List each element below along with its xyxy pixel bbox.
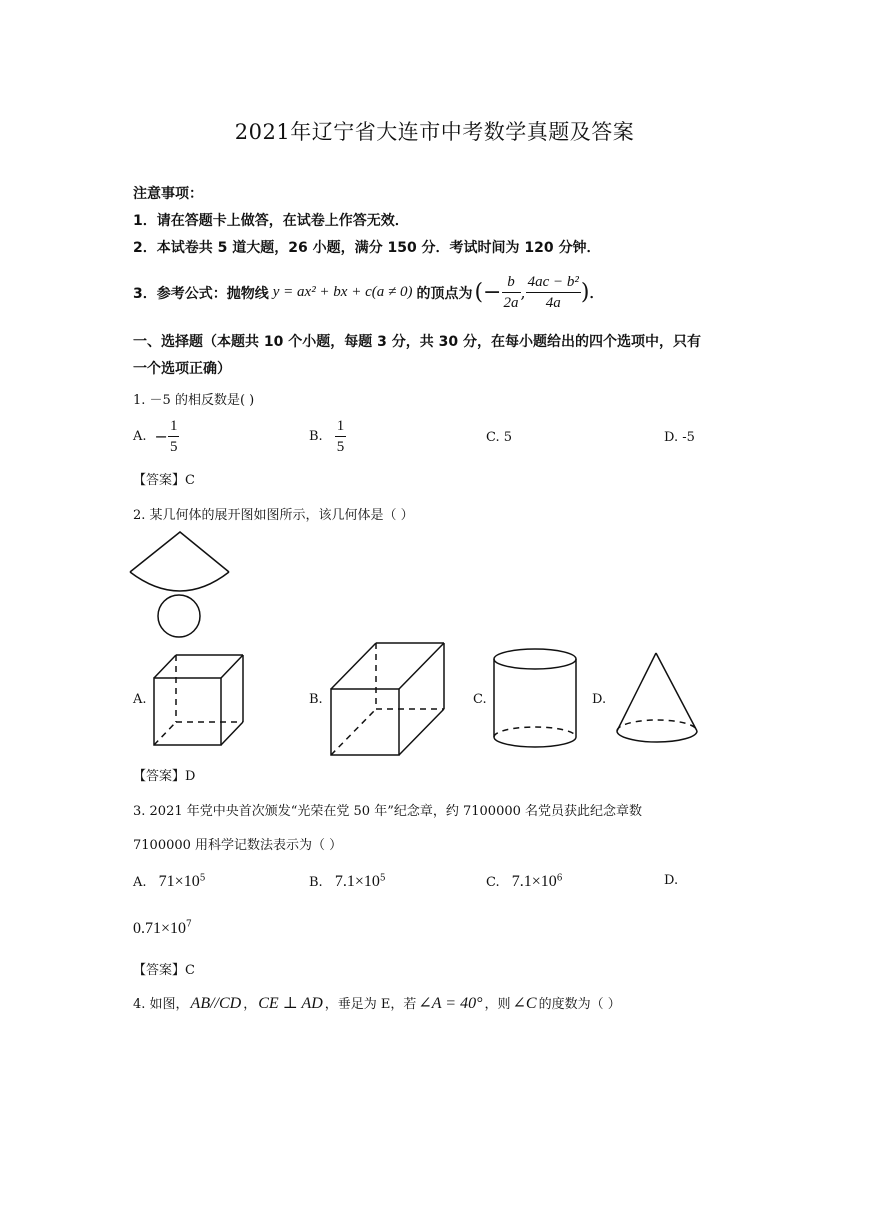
notice-heading: 注意事项：: [133, 186, 203, 202]
cone-net-figure: [130, 532, 229, 637]
q3-b-label: B.: [309, 875, 323, 890]
section-1-heading-line2: 一个选项正确）: [133, 361, 231, 377]
prism-edge-tl: [331, 643, 376, 689]
q3-option-d-value: [133, 918, 192, 938]
q3-answer: 【答案】C: [133, 963, 195, 978]
notice-item-3-suffix: ．: [589, 285, 604, 302]
vertex-y-numerator: 4ac − b²: [526, 272, 581, 293]
q2-option-c: C.: [473, 692, 487, 707]
q3-option-b: [309, 873, 386, 891]
close-paren: ): [580, 280, 590, 305]
q3-b-exponent: 5: [379, 873, 386, 884]
q3-stem-line1: 3. 2021 年党中央首次颁发“光荣在党 50 年”纪念章，约 7100000 名党员获此纪念章数: [133, 804, 643, 819]
q1-a-denominator: 5: [169, 439, 178, 455]
cube-hidden-diagonal: [154, 722, 176, 745]
q3-a-value: 71×10: [158, 873, 200, 890]
q3-c-exponent: 6: [556, 873, 563, 884]
cone-right-slant: [656, 653, 697, 731]
comma: ,: [520, 283, 526, 302]
option-c-cylinder: [494, 649, 576, 747]
sector-sides: [130, 532, 229, 572]
q1-stem: 1. －5 的相反数是( ): [133, 393, 255, 408]
open-paren: (−: [474, 280, 502, 305]
q4-stem: [133, 993, 621, 1013]
parabola-formula: y = ax² + bx + c(a ≠ 0): [272, 284, 413, 300]
q1-a-label: A.: [133, 429, 147, 444]
q1-b-denominator: 5: [336, 439, 345, 455]
q3-b-value: 7.1×10: [334, 873, 380, 890]
q3-a-exponent: 5: [199, 873, 206, 884]
cylinder-bottom-back: [494, 727, 576, 737]
page-title: 2021年辽宁省大连市中考数学真题及答案: [234, 120, 635, 144]
cylinder-bottom-front: [494, 737, 576, 747]
q4-math-angle-c: ∠C: [512, 995, 537, 1012]
q1-a-sign: −: [154, 427, 168, 446]
q1-a-numerator: 1: [168, 416, 180, 437]
cone-base-front: [617, 731, 697, 742]
sector-arc: [130, 572, 229, 591]
option-d-cone: [617, 653, 697, 742]
q3-c-label: C.: [486, 875, 500, 890]
q1-b-numerator: 1: [335, 416, 347, 437]
q1-answer: 【答案】C: [133, 473, 195, 488]
cube-edge-tr: [221, 655, 243, 678]
q3-stem-line2: 7100000 用科学记数法表示为（ ）: [133, 838, 343, 853]
q2-stem: 2. 某几何体的展开图如图所示，该几何体是（ ）: [133, 508, 414, 523]
cone-left-slant: [617, 653, 656, 731]
q2-option-d: D.: [592, 692, 607, 707]
q3-d-value: 0.71×10: [133, 920, 187, 937]
q1-b-label: B.: [309, 429, 323, 444]
q2-answer: 【答案】D: [133, 769, 196, 784]
q3-c-value: 7.1×10: [511, 873, 557, 890]
section-1-heading-line1: 一、选择题（本题共 10 个小题，每题 3 分，共 30 分，在每小题给出的四个选项中，只有: [133, 334, 701, 350]
notice-item-3-prefix: 3．参考公式：抛物线: [133, 285, 269, 302]
vertex-x-numerator: b: [502, 272, 521, 293]
cone-base-back: [617, 720, 697, 731]
q4-text-2: ，: [243, 997, 257, 1012]
option-b-prism: [331, 643, 444, 755]
q3-a-label: A.: [133, 875, 147, 890]
prism-edge-tr: [399, 643, 444, 689]
q3-option-a: [133, 873, 205, 891]
option-a-cube: [154, 655, 243, 745]
q4-text-3: ，垂足为 E，若: [324, 997, 417, 1012]
prism-edge-br: [399, 709, 444, 755]
q4-text-4: ，则: [484, 997, 511, 1012]
q3-d-exponent: 7: [186, 919, 192, 930]
q3-option-d-label: D.: [664, 873, 679, 888]
notice-item-3-mid: 的顶点为: [416, 285, 473, 302]
cube-edge-br: [221, 722, 243, 745]
cube-edge-tl: [154, 655, 176, 678]
q2-option-b: B.: [309, 692, 323, 707]
base-circle: [158, 595, 200, 637]
q1-option-d: D. -5: [664, 430, 695, 445]
cylinder-top: [494, 649, 576, 669]
q4-math-perpendicular: CE ⊥ AD: [258, 995, 323, 1012]
q4-text-5: 的度数为（ ）: [538, 997, 621, 1012]
notice-item-2: 2．本试卷共 5 道大题，26 小题，满分 150 分．考试时间为 120 分钟．: [133, 240, 601, 256]
q3-option-c: [486, 873, 563, 891]
vertex-y-denominator: 4a: [545, 295, 561, 311]
q4-math-parallel: AB//CD: [190, 995, 242, 1012]
q4-math-angle-a: ∠A = 40°: [418, 995, 483, 1012]
q2-option-a: A.: [133, 692, 147, 707]
vertex-x-denominator: 2a: [503, 295, 519, 311]
notice-item-1: 1．请在答题卡上做答，在试卷上作答无效．: [133, 213, 409, 229]
q4-text-1: 4. 如图，: [133, 997, 189, 1012]
prism-hidden-diagonal: [331, 709, 376, 755]
q1-option-c: C. 5: [486, 430, 513, 445]
